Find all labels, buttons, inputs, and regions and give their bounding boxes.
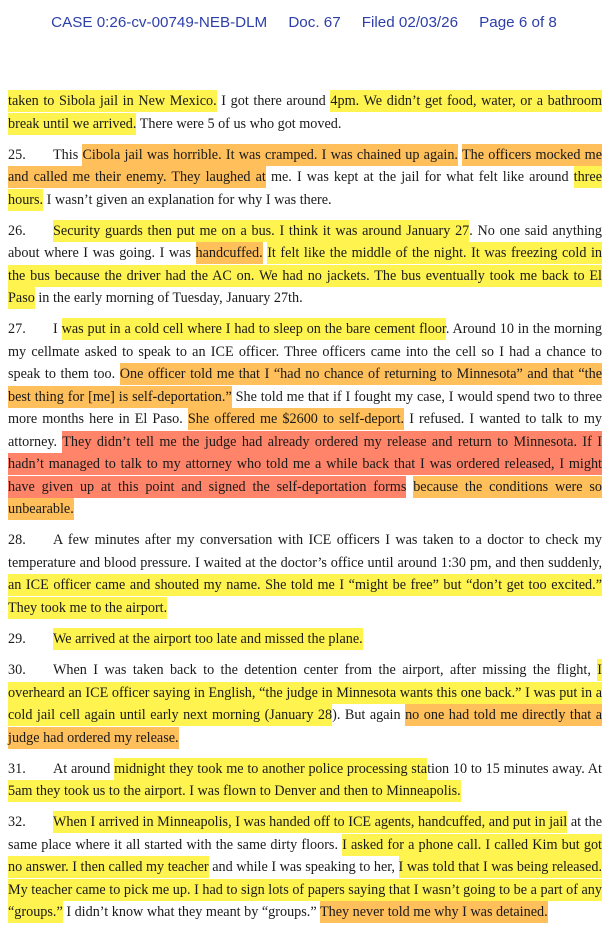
numbered-paragraph xyxy=(8,628,602,651)
highlighted-text: Cibola jail was horrible. It was cramped. I was chained up again. xyxy=(82,144,458,166)
case-number: CASE 0:26-cv-00749-NEB-DLM xyxy=(51,14,268,31)
paragraph-number: 29. xyxy=(8,630,26,647)
paragraph-text: . Around 10 in the morning my cellmate asked to speak to an ICE officer. Three officers came into the cell so I had a chance to speak to them too. xyxy=(8,321,602,383)
paragraph-text: She told me that if I fought my case, I would spend two to three more months here in El Paso. xyxy=(8,388,602,428)
paragraph-number: 31. xyxy=(8,760,26,777)
highlighted-text: I asked for a phone call. I called Kim but got no answer. I then called my teacher xyxy=(8,834,602,879)
page-number: Page 6 of 8 xyxy=(479,14,557,31)
paragraph-text: and while I was speaking to her, xyxy=(208,859,399,876)
highlighted-text: because the conditions were so unbearable. xyxy=(8,476,602,521)
paragraph-number: 28. xyxy=(8,532,26,549)
filed-date: Filed 02/03/26 xyxy=(361,14,459,31)
highlighted-text: It felt like the middle of the night. It was freezing cold in the bus because the driver had the AC on. We had no jackets. The bus eventually took me back to El Paso xyxy=(8,242,602,309)
highlighted-text: When I arrived in Minneapolis, I was handed off to ICE agents, handcuffed, and put in jail xyxy=(53,811,567,833)
highlighted-text: They didn’t tell me the judge had already ordered my release and return to Minnesota. If I hadn’t managed to talk to my attorney who told me a while back that I was ordered released, I might have given up at this point and signed the self-deportation forms xyxy=(8,431,602,498)
paragraph-text: ). But again xyxy=(332,707,406,724)
paragraph-text: I wasn’t given an explanation for why I was there. xyxy=(43,191,332,208)
numbered-paragraph xyxy=(8,811,602,924)
highlighted-text: no one had told me directly that a judge had ordered my release. xyxy=(8,704,602,749)
paragraph-number: 32. xyxy=(8,814,26,831)
highlighted-text: I overheard an ICE officer saying in English, “the judge in Minnesota wants this one back.” I was put in a cold jail cell again until early next morning (January 28 xyxy=(8,659,602,726)
numbered-paragraph xyxy=(8,318,602,521)
highlighted-text: 5am they took us to the airport. I was flown to Denver and then to Minneapolis. xyxy=(8,780,461,802)
paragraph-text: I didn’t know what they meant by “groups.” xyxy=(62,904,320,921)
numbered-paragraph xyxy=(8,144,602,212)
highlighted-text: One officer told me that I “had no chance of returning to Minnesota” and that “the best thing for [me] is self-deportation.” xyxy=(8,363,602,408)
highlighted-text: was put in a cold cell where I had to sleep on the bare cement floor xyxy=(62,318,446,340)
highlighted-text: She offered me $2600 to self-deport. xyxy=(188,408,404,430)
highlighted-text: I was told that I was being released. My teacher came to pick me up. I had to sign lots of papers saying that I wasn’t going to be a part of any “groups.” xyxy=(8,856,602,923)
numbered-paragraph xyxy=(8,220,602,310)
paragraph-text: tion 10 to 15 minutes away. At xyxy=(427,760,602,777)
paragraph-text: in the early morning of Tuesday, January 27th. xyxy=(34,290,303,307)
highlighted-text: handcuffed. xyxy=(196,242,263,264)
paragraph-text: I xyxy=(53,321,62,338)
numbered-paragraph xyxy=(8,529,602,619)
numbered-paragraph xyxy=(8,659,602,749)
highlighted-text: Security guards then put me on a bus. I think it was around January 27 xyxy=(53,220,469,242)
paragraph-text: There were 5 of us who got moved. xyxy=(136,115,342,132)
paragraph-text: . No one said anything about where I was going. I was xyxy=(8,222,602,262)
paragraph-text: I refused. I wanted to talk to my attorney. xyxy=(8,411,602,450)
paragraph-text: When I was taken back to the detention center from the airport, after missing the flight, xyxy=(53,662,598,679)
paragraph-number: 25. xyxy=(8,146,26,163)
paragraph-text: at the same place where it all started with the same dirty floors. xyxy=(8,814,602,853)
paragraph-number: 26. xyxy=(8,222,26,239)
highlighted-text: three hours. xyxy=(8,166,602,211)
highlighted-text: midnight they took me to another police processing sta xyxy=(114,758,427,780)
paragraph-text: A few minutes after my conversation with ICE officers I was taken to a doctor to check my temperature and blood pressure. I waited at the doctor’s office until around 1:30 pm, and then suddenly, xyxy=(8,532,602,571)
highlighted-text: 4pm. We didn’t get food, water, or a bathroom break until we arrived. xyxy=(8,90,602,135)
paragraph-text: This xyxy=(53,146,83,163)
highlighted-text: We arrived at the airport too late and missed the plane. xyxy=(53,628,363,650)
document-body xyxy=(8,90,602,932)
highlighted-text: The officers mocked me and called me their enemy. They laughed at xyxy=(8,144,602,189)
highlighted-text: They never told me why I was detained. xyxy=(320,901,548,923)
paragraph-continuation xyxy=(8,90,602,135)
highlighted-text: taken to Sibola jail in New Mexico. xyxy=(8,90,217,112)
paragraph-number: 27. xyxy=(8,321,26,338)
paragraph-text: At around xyxy=(53,760,115,777)
case-header xyxy=(0,14,608,31)
numbered-paragraph xyxy=(8,758,602,803)
document-number: Doc. 67 xyxy=(288,14,341,31)
paragraph-text: me. I was kept at the jail for what felt like around xyxy=(265,169,574,186)
paragraph-number: 30. xyxy=(8,662,26,679)
highlighted-text: an ICE officer came and shouted my name. She told me I “might be free” but “don’t get too excited.” They took me to the airport. xyxy=(8,574,602,619)
paragraph-text: I got there around xyxy=(216,93,331,109)
